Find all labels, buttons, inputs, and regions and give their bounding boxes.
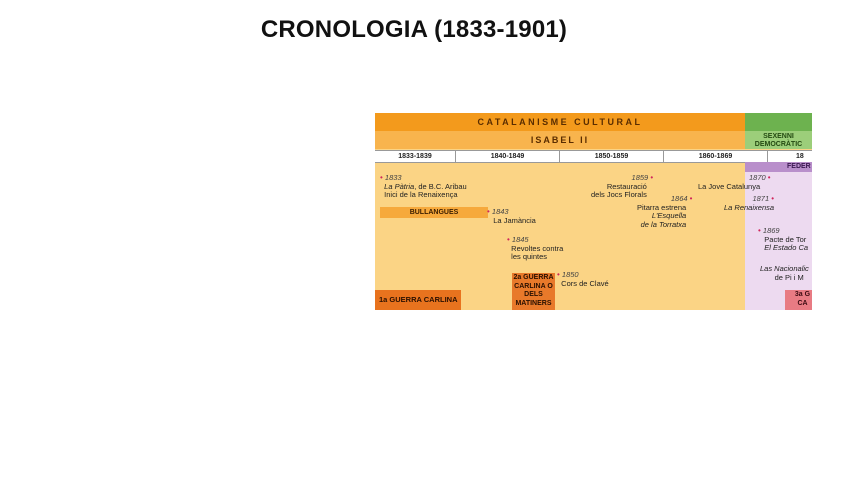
event-1845: • 1845 Revoltes contra les quintes [507, 235, 564, 261]
guerra-carlina-1: 1a GUERRA CARLINA [375, 290, 461, 310]
event-nacionalidades: Las Nacionalic de Pi i M [760, 264, 809, 282]
band-catalanisme: CATALANISME CULTURAL [375, 113, 745, 131]
event-1870: 1870 • [749, 173, 771, 182]
event-1850: • 1850 Cors de Clavé [557, 270, 609, 288]
event-1869: • 1869 Pacte de Tor El Estado Ca [758, 226, 809, 252]
event-1871: 1871 • La Renaixensa [724, 194, 775, 212]
page-title: CRONOLOGIA (1833-1901) [260, 16, 568, 43]
decade-label: 18 [796, 153, 804, 160]
timeline-image [375, 113, 812, 310]
band-sexenni: SEXENNI DEMOCRÀTIC [745, 131, 812, 149]
guerra-carlina-3: 3a G CA [785, 290, 812, 310]
federal-band: FEDER [745, 162, 812, 172]
bullangues-label: BULLANGUES [380, 207, 488, 218]
event-1843: • 1843 La Jamància [487, 207, 536, 225]
decade-label: 1850-1859 [560, 151, 664, 162]
decade-label: 1860-1869 [664, 151, 768, 162]
band-sexenni-top [745, 113, 812, 131]
event-1833: • 1833 La Pàtria, de B.C. Aribau Inici de la Renaixença [380, 173, 467, 199]
band-isabel: ISABEL II [375, 131, 745, 149]
event-jove-catalunya: La Jove Catalunya [698, 182, 761, 191]
decade-label: 1840-1849 [456, 151, 560, 162]
event-1864: 1864 • Pitarra estrena L'Esquella de la Torratxa [637, 194, 693, 229]
event-1859: 1859 • Restauració dels Jocs Florals [591, 173, 654, 199]
decade-label: 1833-1839 [375, 151, 456, 162]
guerra-carlina-2: 2a GUERRA CARLINA O DELS MATINERS [512, 273, 555, 310]
